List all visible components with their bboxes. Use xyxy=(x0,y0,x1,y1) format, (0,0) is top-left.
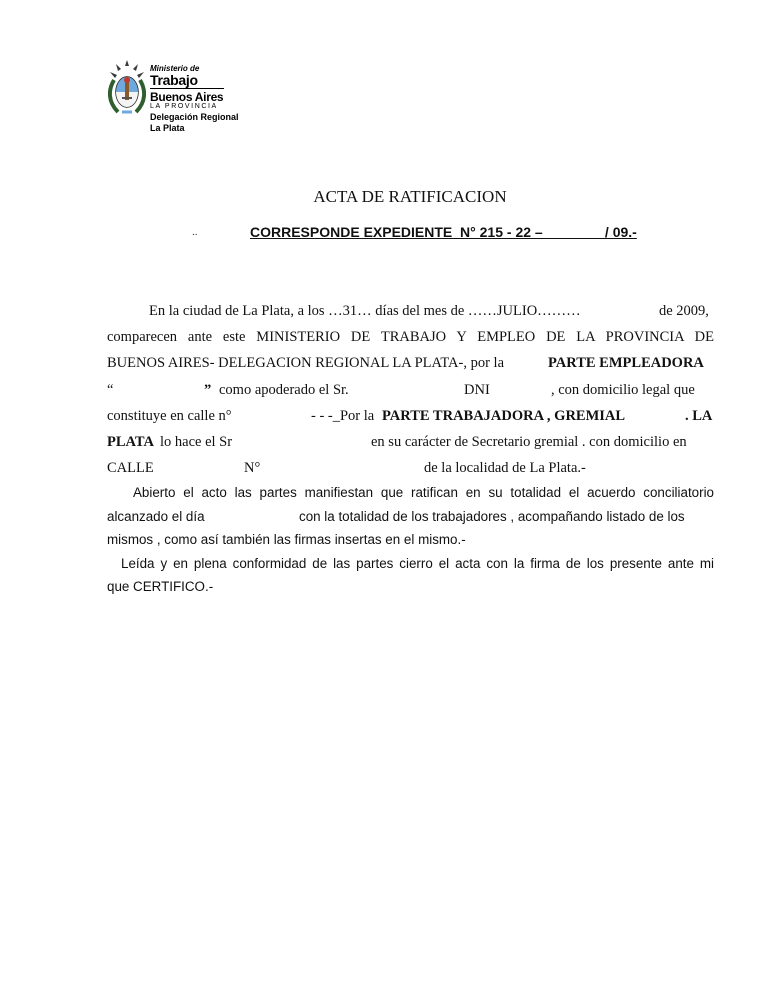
logo-delegacion: Delegación Regional xyxy=(150,112,239,122)
body-l7-numero: N° xyxy=(244,460,261,477)
p2-line-1: Abierto el acto las partes manifiestan que ratifican en su totalidad el acuerdo conciliatorio xyxy=(133,485,714,500)
body-l7-calle: CALLE xyxy=(107,460,154,477)
body-l4-close-quote: ” xyxy=(204,381,212,398)
expediente-dots: .. xyxy=(192,227,198,238)
act-body-paragraph xyxy=(107,298,714,481)
logo-buenos-aires: Buenos Aires xyxy=(150,90,224,104)
body-line-6 xyxy=(107,429,714,455)
body-line-7 xyxy=(107,455,714,481)
logo-trabajo: Trabajo xyxy=(150,72,198,88)
logo-la-plata: La Plata xyxy=(150,123,185,133)
body-l4-dni: DNI xyxy=(464,381,490,398)
body-l4-domicilio: , con domicilio legal que xyxy=(551,381,695,398)
body-l4-apoderado: como apoderado el Sr. xyxy=(219,381,349,398)
body-line-5 xyxy=(107,403,714,429)
body-l5-la: . LA xyxy=(685,407,713,424)
body-line-2: comparecen ante este MINISTERIO DE TRABAJO Y EMPLEO DE LA PROVINCIA DE xyxy=(107,329,714,346)
logo-wordmark xyxy=(150,64,239,133)
body-l4-open-quote: “ xyxy=(107,381,114,398)
ratification-paragraphs xyxy=(107,481,714,599)
body-line-1 xyxy=(107,298,714,324)
p3-line-2: que CERTIFICO.- xyxy=(107,579,214,595)
ministry-logo xyxy=(108,60,268,140)
logo-la-provincia: LA PROVINCIA xyxy=(150,103,218,110)
argentina-coat-of-arms-icon xyxy=(108,60,146,116)
body-l3-text: BUENOS AIRES- DELEGACION REGIONAL LA PLATA-, por la xyxy=(107,355,505,372)
body-l6-plata: PLATA xyxy=(107,433,154,450)
body-l1-year: de 2009, xyxy=(659,303,709,319)
body-l1-text: En la ciudad de La Plata, a los …31… días del mes de ……JULIO……… xyxy=(149,303,581,319)
body-line-3 xyxy=(107,350,714,376)
body-l5-calle: constituye en calle n° xyxy=(107,407,232,424)
p3-line-1: Leída y en plena conformidad de las partes cierro el acta con la firma de los presente ante mi xyxy=(121,555,714,571)
body-l7-localidad: de la localidad de La Plata.- xyxy=(424,460,586,477)
document-title: ACTA DE RATIFICACION xyxy=(313,187,507,206)
p2-l2-alcanzado: alcanzado el día xyxy=(107,508,205,524)
body-l5-parte-trabajadora: PARTE TRABAJADORA , GREMIAL xyxy=(382,407,626,424)
logo-ministerio-de: Ministerio de xyxy=(150,64,200,73)
body-line-4 xyxy=(107,377,714,403)
p2-line-3: mismos , como así también las firmas insertas en el mismo.- xyxy=(107,532,466,548)
body-l6-caracter: en su carácter de Secretario gremial . con domicilio en xyxy=(371,433,687,450)
body-l3-parte-empleadora: PARTE EMPLEADORA xyxy=(548,355,704,372)
body-l6-lo-hace: lo hace el Sr xyxy=(160,433,233,450)
p2-line-2 xyxy=(107,505,714,529)
p2-l2-trabajadores: con la totalidad de los trabajadores , acompañando listado de los xyxy=(299,508,685,524)
body-l5-por-la: - - -_Por la xyxy=(311,407,375,424)
logo-rule xyxy=(150,88,224,89)
expediente-reference: CORRESPONDE EXPEDIENTE N° 215 - 22 – / 09.- xyxy=(250,224,637,240)
